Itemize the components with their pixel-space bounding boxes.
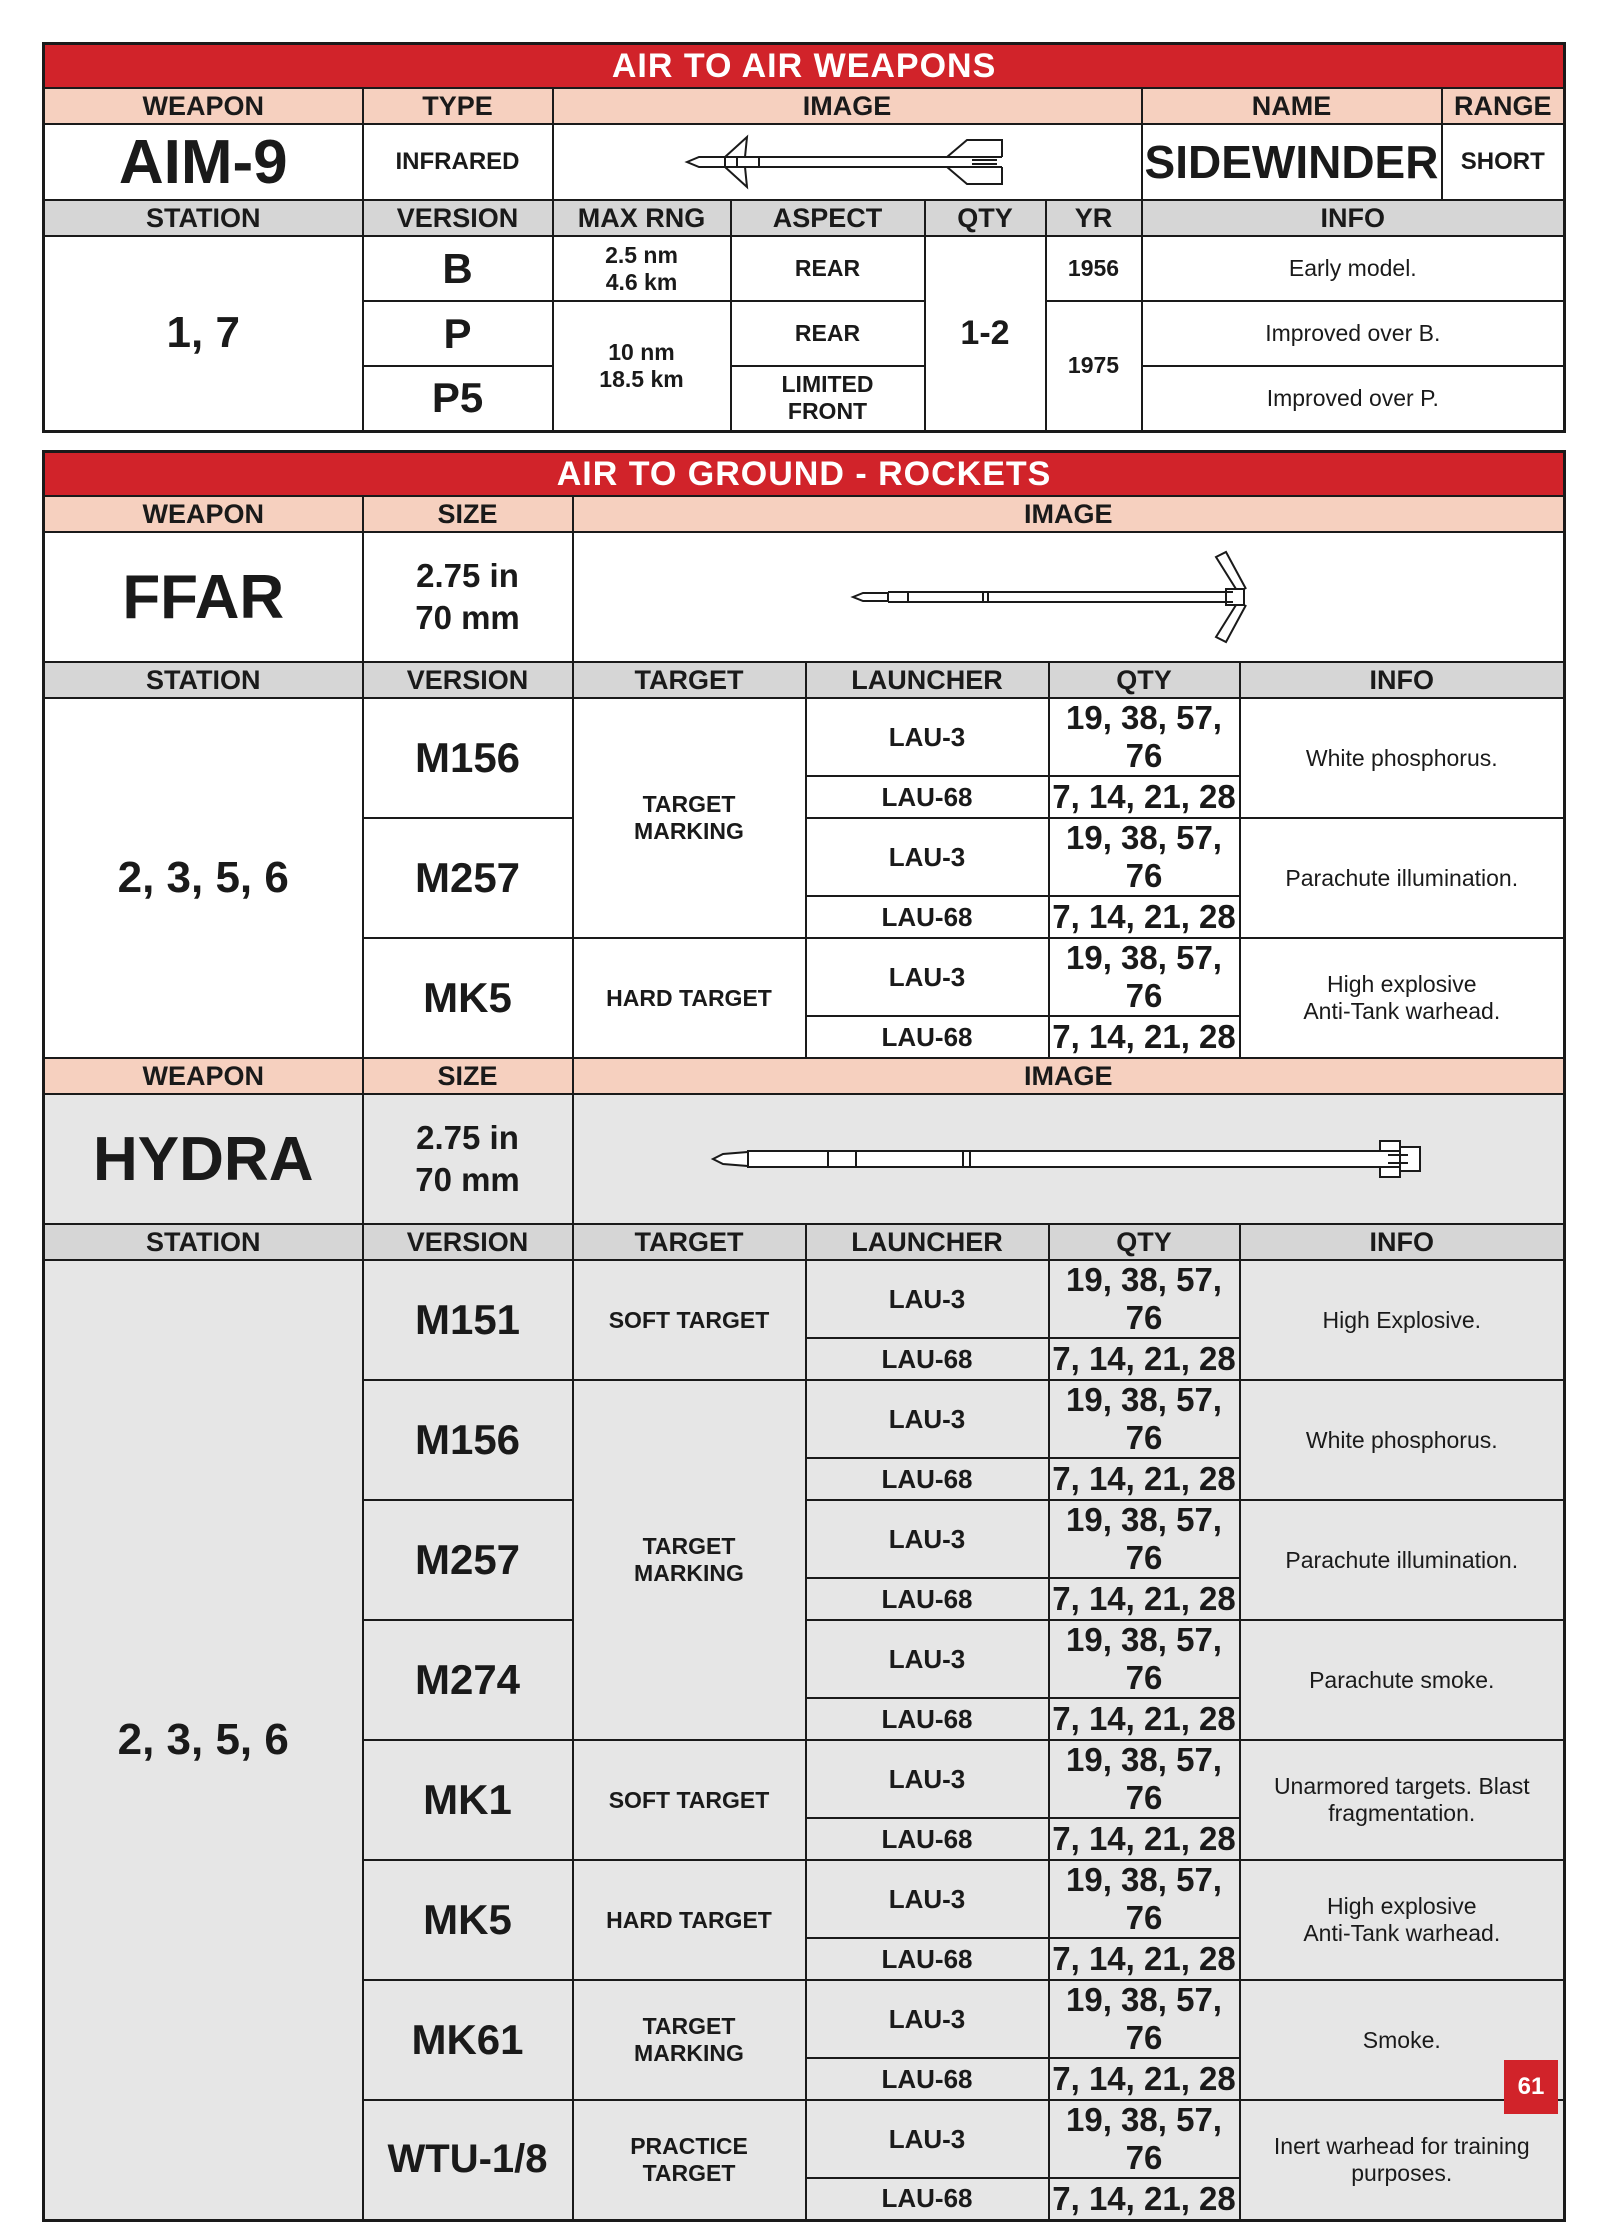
header-launcher: LAUNCHER	[806, 1224, 1049, 1260]
version: M274	[363, 1620, 573, 1740]
year: 1975	[1046, 301, 1142, 431]
header-target: TARGET	[573, 1224, 806, 1260]
qty: 7, 14, 21, 28	[1049, 1458, 1240, 1500]
header-info: INFO	[1240, 662, 1565, 698]
header-version: VERSION	[363, 1224, 573, 1260]
weapon-size: 2.75 in 70 mm	[363, 532, 573, 662]
target: SOFT TARGET	[573, 1260, 806, 1380]
header-target: TARGET	[573, 662, 806, 698]
qty: 19, 38, 57, 76	[1049, 1500, 1240, 1578]
page-number: 61	[1504, 2060, 1558, 2114]
target: TARGET MARKING	[573, 1380, 806, 1740]
info: Unarmored targets. Blast fragmentation.	[1240, 1740, 1565, 1860]
weapon-name: AIM-9	[44, 124, 363, 200]
qty: 19, 38, 57, 76	[1049, 818, 1240, 896]
launcher: LAU-3	[806, 1740, 1049, 1818]
version: M156	[363, 1380, 573, 1500]
target: SOFT TARGET	[573, 1740, 806, 1860]
header-weapon: WEAPON	[44, 88, 363, 124]
version: M156	[363, 698, 573, 818]
qty: 7, 14, 21, 28	[1049, 1338, 1240, 1380]
version: M151	[363, 1260, 573, 1380]
version: MK5	[363, 1860, 573, 1980]
section-title: AIR TO AIR WEAPONS	[44, 44, 1565, 89]
header-station: STATION	[44, 1224, 363, 1260]
info: High explosive Anti-Tank warhead.	[1240, 1860, 1565, 1980]
qty: 7, 14, 21, 28	[1049, 2058, 1240, 2100]
version: WTU-1/8	[363, 2100, 573, 2220]
qty: 7, 14, 21, 28	[1049, 1016, 1240, 1058]
launcher: LAU-3	[806, 1620, 1049, 1698]
station: 2, 3, 5, 6	[44, 698, 363, 1058]
qty: 19, 38, 57, 76	[1049, 698, 1240, 776]
header-size: SIZE	[363, 496, 573, 532]
launcher: LAU-3	[806, 2100, 1049, 2178]
weapon-type: INFRARED	[363, 124, 553, 200]
header-weapon: WEAPON	[44, 1058, 363, 1094]
launcher: LAU-68	[806, 896, 1049, 938]
header-info: INFO	[1240, 1224, 1565, 1260]
info: Parachute illumination.	[1240, 818, 1565, 938]
launcher: LAU-3	[806, 1860, 1049, 1938]
weapon-size: 2.75 in 70 mm	[363, 1094, 573, 1224]
info: Early model.	[1142, 236, 1565, 301]
header-qty: QTY	[1049, 1224, 1240, 1260]
qty: 7, 14, 21, 28	[1049, 1818, 1240, 1860]
launcher: LAU-68	[806, 1698, 1049, 1740]
station: 1, 7	[44, 236, 363, 431]
header-image: IMAGE	[553, 88, 1142, 124]
max-range: 10 nm 18.5 km	[553, 301, 731, 431]
section-title: AIR TO GROUND - ROCKETS	[44, 452, 1565, 497]
header-type: TYPE	[363, 88, 553, 124]
qty: 7, 14, 21, 28	[1049, 1578, 1240, 1620]
qty: 19, 38, 57, 76	[1049, 1980, 1240, 2058]
version: M257	[363, 1500, 573, 1620]
rocket-icon	[573, 1094, 1565, 1224]
qty: 7, 14, 21, 28	[1049, 776, 1240, 818]
header-image: IMAGE	[573, 1058, 1565, 1094]
info: Inert warhead for training purposes.	[1240, 2100, 1565, 2220]
launcher: LAU-68	[806, 2178, 1049, 2220]
qty: 7, 14, 21, 28	[1049, 896, 1240, 938]
header-launcher: LAUNCHER	[806, 662, 1049, 698]
version: MK61	[363, 1980, 573, 2100]
qty: 19, 38, 57, 76	[1049, 2100, 1240, 2178]
header-station: STATION	[44, 200, 363, 236]
version: B	[363, 236, 553, 301]
rocket-icon	[573, 532, 1565, 662]
version: MK1	[363, 1740, 573, 1860]
launcher: LAU-3	[806, 1980, 1049, 2058]
info: High Explosive.	[1240, 1260, 1565, 1380]
qty: 19, 38, 57, 76	[1049, 1860, 1240, 1938]
air-to-ground-table	[42, 450, 1566, 2222]
station: 2, 3, 5, 6	[44, 1260, 363, 2220]
launcher: LAU-68	[806, 1578, 1049, 1620]
weapon-nickname: SIDEWINDER	[1142, 124, 1442, 200]
version: P	[363, 301, 553, 366]
air-to-air-table	[42, 42, 1566, 433]
launcher: LAU-68	[806, 1338, 1049, 1380]
header-image: IMAGE	[573, 496, 1565, 532]
missile-icon	[553, 124, 1142, 200]
max-range: 2.5 nm 4.6 km	[553, 236, 731, 301]
qty: 7, 14, 21, 28	[1049, 1698, 1240, 1740]
header-version: VERSION	[363, 662, 573, 698]
qty: 19, 38, 57, 76	[1049, 1260, 1240, 1338]
year: 1956	[1046, 236, 1142, 301]
header-size: SIZE	[363, 1058, 573, 1094]
info: White phosphorus.	[1240, 698, 1565, 818]
target: PRACTICE TARGET	[573, 2100, 806, 2220]
version: M257	[363, 818, 573, 938]
info: Improved over P.	[1142, 366, 1565, 431]
header-yr: YR	[1046, 200, 1142, 236]
launcher: LAU-68	[806, 2058, 1049, 2100]
launcher: LAU-68	[806, 1818, 1049, 1860]
launcher: LAU-3	[806, 698, 1049, 776]
version: MK5	[363, 938, 573, 1058]
aspect: LIMITED FRONT	[731, 366, 925, 431]
header-range: RANGE	[1442, 88, 1565, 124]
aspect: REAR	[731, 236, 925, 301]
info: Smoke.	[1240, 1980, 1565, 2100]
launcher: LAU-68	[806, 1938, 1049, 1980]
launcher: LAU-3	[806, 818, 1049, 896]
info: White phosphorus.	[1240, 1380, 1565, 1500]
qty: 19, 38, 57, 76	[1049, 1380, 1240, 1458]
qty: 7, 14, 21, 28	[1049, 1938, 1240, 1980]
target: TARGET MARKING	[573, 1980, 806, 2100]
launcher: LAU-68	[806, 776, 1049, 818]
info: Parachute smoke.	[1240, 1620, 1565, 1740]
header-station: STATION	[44, 662, 363, 698]
target: TARGET MARKING	[573, 698, 806, 938]
launcher: LAU-68	[806, 1016, 1049, 1058]
header-qty: QTY	[925, 200, 1046, 236]
header-name: NAME	[1142, 88, 1442, 124]
version: P5	[363, 366, 553, 431]
launcher: LAU-3	[806, 1260, 1049, 1338]
qty: 7, 14, 21, 28	[1049, 2178, 1240, 2220]
aspect: REAR	[731, 301, 925, 366]
weapon-name: HYDRA	[44, 1094, 363, 1224]
launcher: LAU-3	[806, 1380, 1049, 1458]
qty: 19, 38, 57, 76	[1049, 1620, 1240, 1698]
launcher: LAU-3	[806, 1500, 1049, 1578]
target: HARD TARGET	[573, 1860, 806, 1980]
header-info: INFO	[1142, 200, 1565, 236]
qty: 19, 38, 57, 76	[1049, 938, 1240, 1016]
info: Improved over B.	[1142, 301, 1565, 366]
launcher: LAU-68	[806, 1458, 1049, 1500]
qty: 1-2	[925, 236, 1046, 431]
header-weapon: WEAPON	[44, 496, 363, 532]
header-version: VERSION	[363, 200, 553, 236]
weapon-name: FFAR	[44, 532, 363, 662]
header-max-rng: MAX RNG	[553, 200, 731, 236]
launcher: LAU-3	[806, 938, 1049, 1016]
info: High explosive Anti-Tank warhead.	[1240, 938, 1565, 1058]
qty: 19, 38, 57, 76	[1049, 1740, 1240, 1818]
header-qty: QTY	[1049, 662, 1240, 698]
header-aspect: ASPECT	[731, 200, 925, 236]
weapon-range: SHORT	[1442, 124, 1565, 200]
info: Parachute illumination.	[1240, 1500, 1565, 1620]
target: HARD TARGET	[573, 938, 806, 1058]
